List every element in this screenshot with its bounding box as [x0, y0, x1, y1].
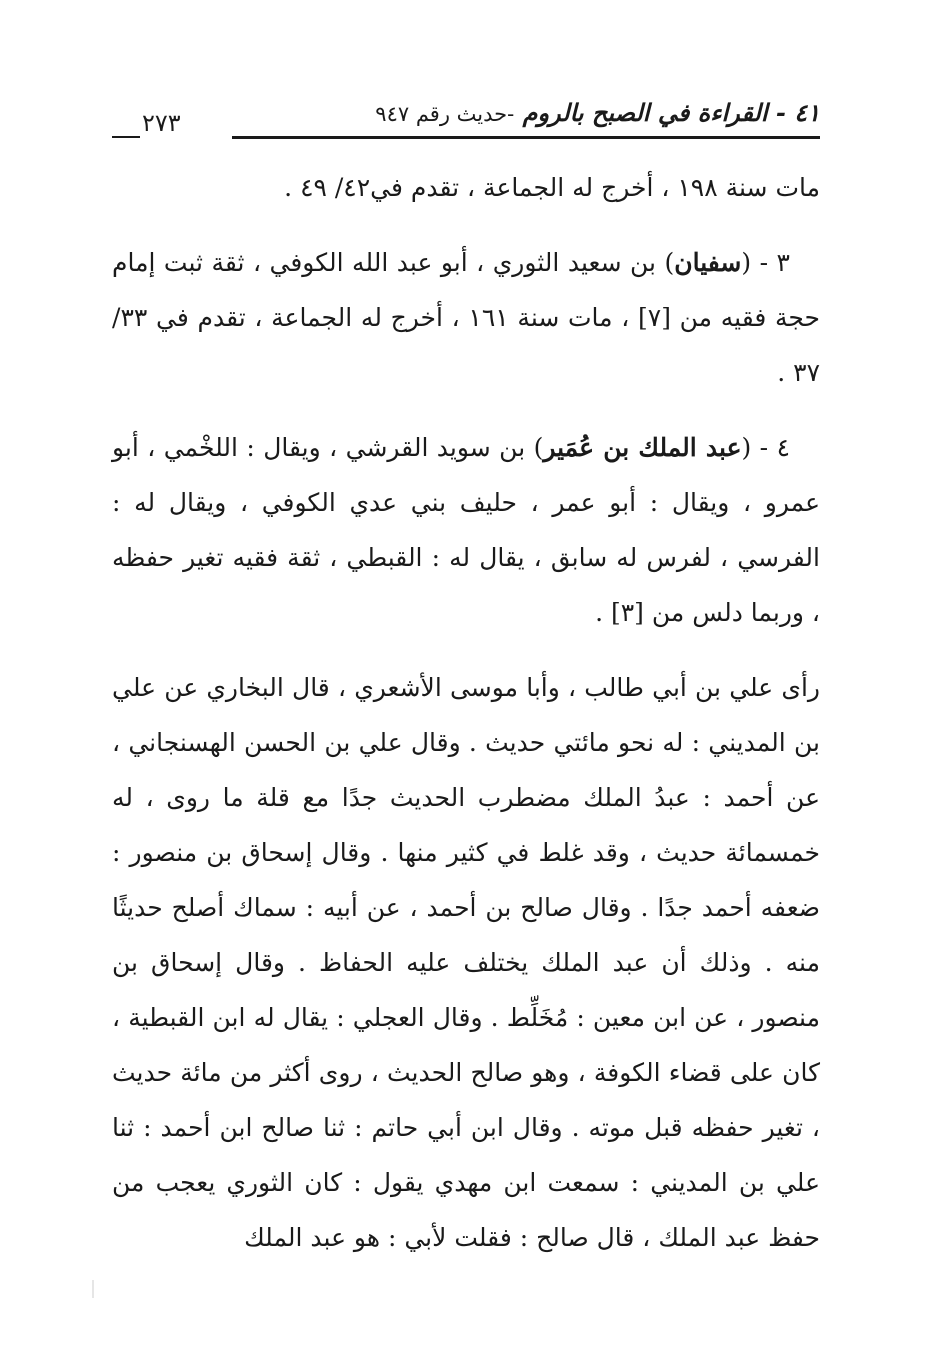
narrator-bio: ) بن سعيد الثوري ، أبو عبد الله الكوفي ، ثقة ثبت إمام حجة فقيه من [٧] ، مات سنة ١٦١ ، أخرج له الجماعة ، تقدم في ٣٣/ ٣٧ .	[112, 248, 820, 387]
entry-number: ٤ - (	[741, 433, 790, 462]
running-title	[375, 98, 820, 129]
paragraph-narrator-sufyan	[112, 235, 820, 400]
page-number-rule	[112, 136, 140, 138]
narrator-bio: ) بن سويد القرشي ، ويقال : اللخْمي ، أبو عمرو ، ويقال : أبو عمر ، حليف بني عدي الكوفي ، ويقال له : الفرسي ، لفرس له سابق ، يقال له : القبطي ، ثقة فقيه تغير حفظه ، وربما دلس من [٣] .	[112, 433, 820, 627]
narrator-name: سفيان	[674, 248, 742, 277]
hadith-number: -حديث رقم ٩٤٧	[375, 102, 515, 126]
header-rule	[232, 136, 820, 139]
paragraph-death-note: مات سنة ١٩٨ ، أخرج له الجماعة ، تقدم في٤٢/ ٤٩ .	[284, 173, 820, 202]
page-body	[112, 160, 820, 1285]
chapter-title: ٤١ - القراءة في الصبح بالروم	[522, 98, 820, 127]
page-number: ٢٧٣	[142, 109, 181, 137]
entry-number: ٣ - (	[741, 248, 790, 277]
page-header	[112, 98, 820, 146]
margin-mark	[92, 1280, 94, 1298]
narrator-name: عبد الملك بن عُمَير	[543, 433, 742, 462]
paragraph-narrator-abdulmalik	[112, 420, 820, 640]
paragraph-commentary: رأى علي بن أبي طالب ، وأبا موسى الأشعري ، قال البخاري عن علي بن المديني : له نحو مائتي حديث . وقال علي بن الحسن الهسنجاني ، عن أحمد : عبدُ الملك مضطرب الحديث جدًا مع قلة ما روى ، له خمسمائة حديث ، وقد غلط في كثير منها . وقال إسحاق بن منصور : ضعفه أحمد جدًا . وقال صالح بن أحمد ، عن أبيه : سماك أصلح حديثًا منه . وذلك أن عبد الملك يختلف عليه الحفاظ . وقال إسحاق بن منصور ، عن ابن معين : مُخَلِّط . وقال العجلي : يقال له ابن القبطية ، كان على قضاء الكوفة ، وهو صالح الحديث ، روى أكثر من مائة حديث ، تغير حفظه قبل موته . وقال ابن أبي حاتم : ثنا صالح ابن أحمد : ثنا علي بن المديني : سمعت ابن مهدي يقول : كان الثوري يعجب من حفظ عبد الملك ، قال صالح : فقلت لأبي : هو عبد الملك	[112, 673, 820, 1252]
